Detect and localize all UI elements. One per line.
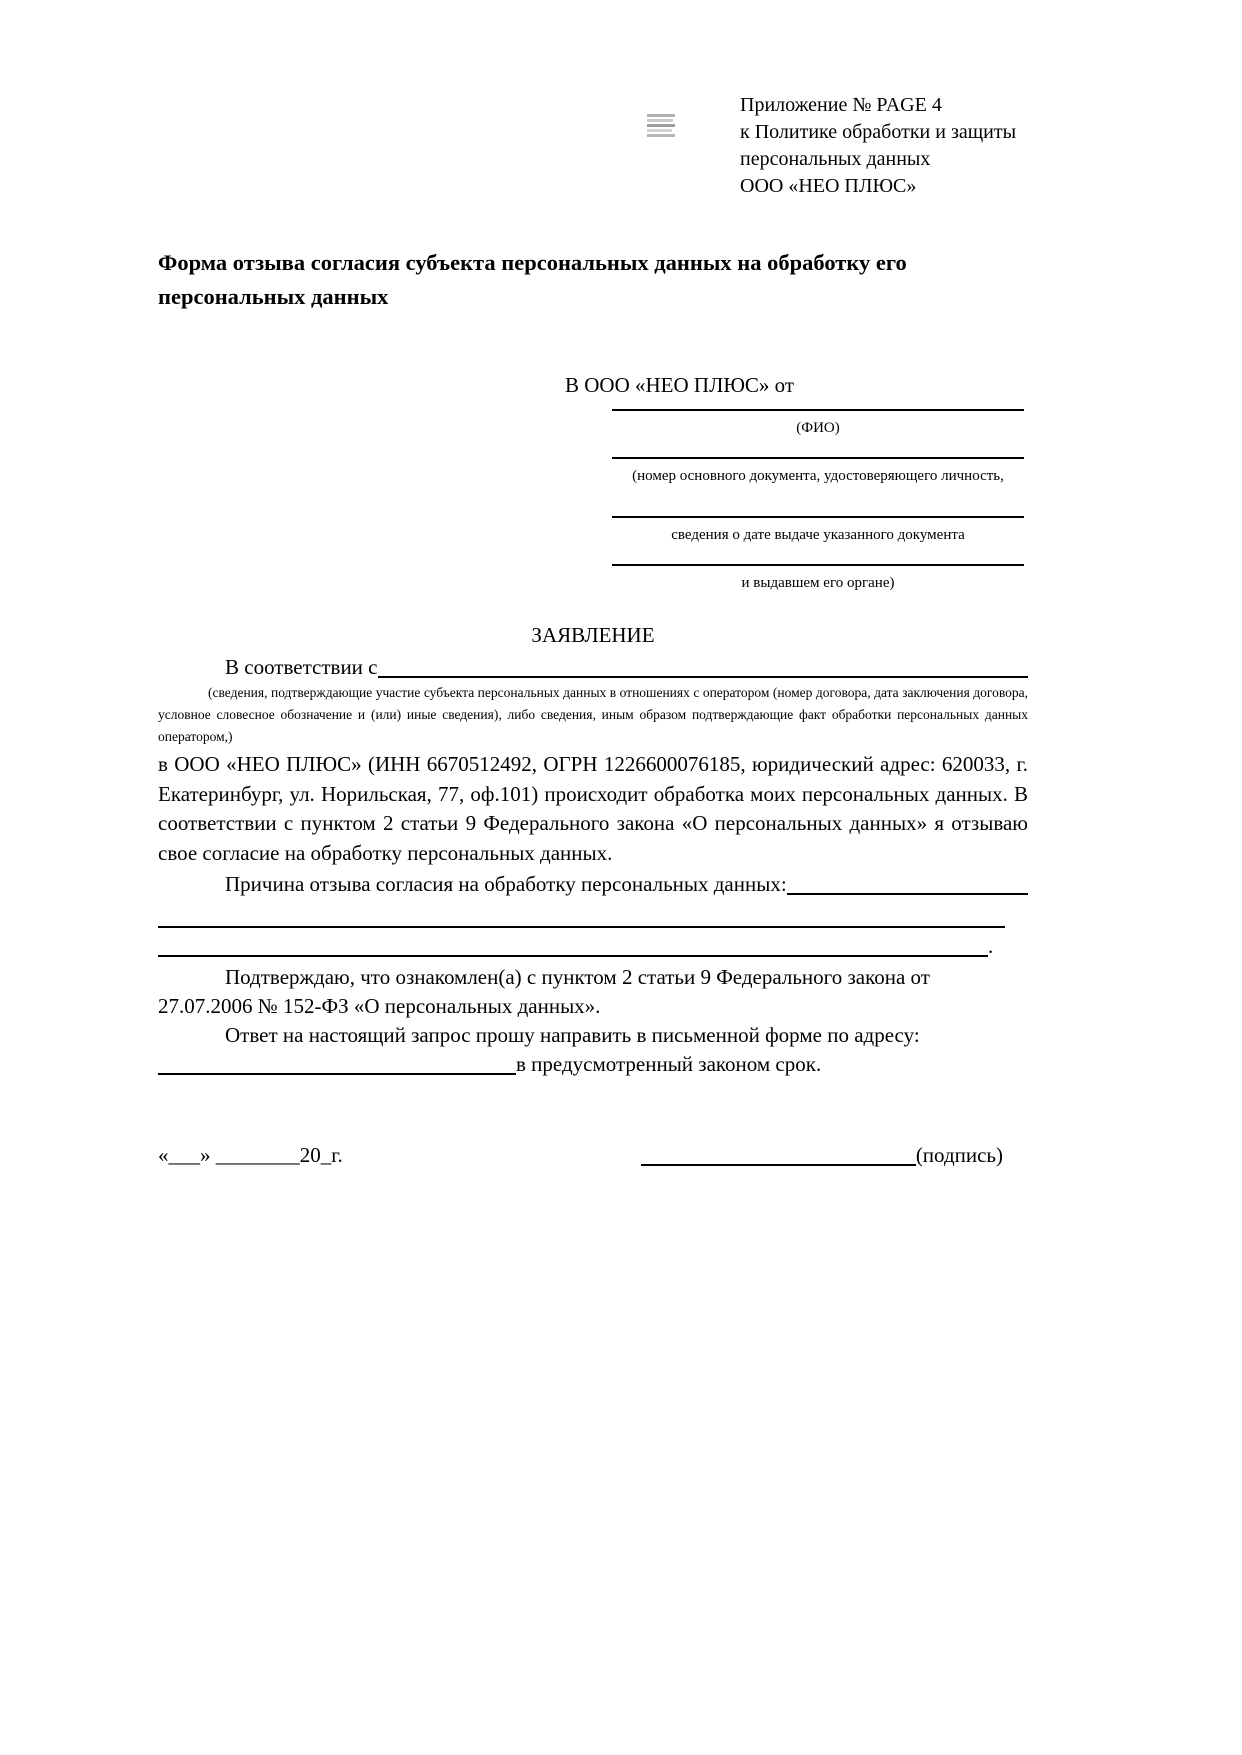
statement-heading: ЗАЯВЛЕНИЕ [531,623,655,647]
blank-line-period: . [988,934,994,958]
reason-blank-row-2 [158,932,1028,961]
form-field-issuing-authority [612,564,1024,593]
confirmation-paragraph: Подтверждаю, что ознакомлен(а) с пунктом 2 статьи 9 Федерального закона от 27.07.2006 № 152-ФЗ «О персональных данных». [158,965,930,1018]
signature-blank-line[interactable] [641,1164,916,1166]
form-field-issue-date [612,516,1024,545]
document-title: Форма отзыва согласия субъекта персональных данных на обработку его персональных данных [158,250,907,309]
issuing-authority-caption: и выдавшем его органе) [741,575,895,591]
basis-prefix: В соответствии с [225,655,378,679]
appendix-header-line: ООО «НЕО ПЛЮС» [740,175,917,197]
reply-suffix: в предусмотренный законом срок. [516,1052,822,1076]
appendix-header-line: Приложение № PAGE 4 [740,94,942,116]
reason-blank-line-inline[interactable] [787,893,1028,895]
date-signature-row [158,1141,1028,1170]
address-blank-line[interactable] [158,1073,516,1075]
signature-caption: (подпись) [915,1143,1003,1167]
document-content [158,0,1028,1170]
form-field-document-number [612,457,1024,486]
reply-request-paragraph: Ответ на настоящий запрос прошу направить в письменной форме по адресу: [225,1023,920,1047]
document-number-caption: (номер основного документа, удостоверяющего личность, [632,468,1004,484]
appendix-header-line: к Политике обработки и защиты [740,121,1017,143]
reason-prefix: Причина отзыва согласия на обработку персональных данных: [225,872,787,896]
basis-fine-print: (сведения, подтверждающие участие субъекта персональных данных в отношениях с оператором (номер договора, дата заключения договора, условное словесное обозначение и (или) иные сведения), либо сведения, иным образом подтверждающие факт обработки персональных данных оператором,) [158,685,1028,744]
addressee-fields [612,409,1024,593]
reason-blank-line-2[interactable] [158,955,988,957]
signature-block [641,1141,1003,1170]
statement-body: в ООО «НЕО ПЛЮС» (ИНН 6670512492, ОГРН 1226600076185, юридический адрес: 620033, г. Екатеринбург, ул. Норильская, 77, оф.101) происходит обработка моих персональных данных. В соответствии с пунктом 2 статьи 9 Федерального закона «О персональных данных» я отзываю свое согласие на обработку персональных данных. [158,752,1028,865]
date-field[interactable]: «___» ________20_г. [158,1143,343,1167]
issue-date-caption: сведения о дате выдаче указанного документа [671,527,965,543]
addressee-line: В ООО «НЕО ПЛЮС» от [565,373,795,397]
reason-row [158,870,1028,899]
appendix-header-line: персональных данных [740,148,931,170]
form-field-fio [612,409,1024,438]
appendix-header [740,92,1028,200]
fio-caption: (ФИО) [796,420,840,436]
basis-blank-line[interactable] [378,676,1029,678]
reason-blank-line-1[interactable] [158,926,1005,928]
reply-address-row [158,1050,1028,1079]
basis-row [158,653,1028,682]
